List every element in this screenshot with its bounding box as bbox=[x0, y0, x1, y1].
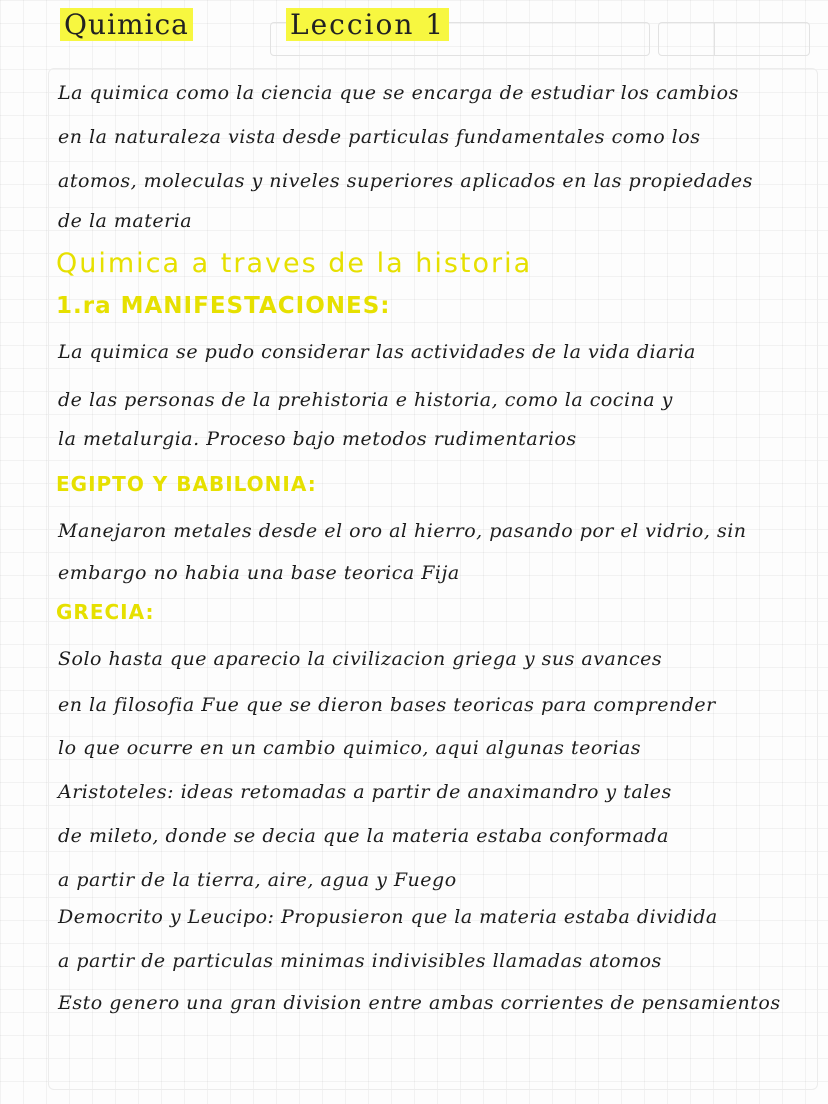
egipto-line: embargo no habia una base teorica Fija bbox=[58, 562, 460, 584]
section-heading: Quimica a traves de la historia bbox=[56, 248, 533, 279]
subject-label: Quimica bbox=[60, 8, 193, 41]
grecia-heading: GRECIA: bbox=[56, 600, 155, 624]
grecia-line: Esto genero una gran division entre ambas corrientes de pensamientos bbox=[58, 992, 781, 1014]
egipto-line: Manejaron metales desde el oro al hierro, pasando por el vidrio, sin bbox=[58, 520, 747, 542]
date-field bbox=[658, 22, 810, 56]
manifestaciones-line: de las personas de la prehistoria e historia, como la cocina y bbox=[58, 389, 673, 411]
manifestaciones-line: la metalurgia. Proceso bajo metodos rudimentarios bbox=[58, 428, 577, 450]
egipto-heading: EGIPTO Y BABILONIA: bbox=[56, 472, 317, 496]
grecia-line: Democrito y Leucipo: Propusieron que la materia estaba dividida bbox=[58, 906, 718, 928]
subject-title bbox=[60, 8, 193, 41]
grecia-line: a partir de particulas minimas indivisibles llamadas atomos bbox=[58, 950, 662, 972]
intro-line: de la materia bbox=[58, 210, 193, 232]
grecia-line: lo que ocurre en un cambio quimico, aqui algunas teorias bbox=[58, 737, 642, 759]
manifestaciones-line: La quimica se pudo considerar las actividades de la vida diaria bbox=[58, 341, 696, 363]
grecia-line: Aristoteles: ideas retomadas a partir de anaximandro y tales bbox=[58, 781, 672, 803]
intro-line: atomos, moleculas y niveles superiores aplicados en las propiedades bbox=[58, 170, 753, 192]
grecia-line: Solo hasta que aparecio la civilizacion griega y sus avances bbox=[58, 648, 663, 670]
grecia-line: a partir de la tierra, aire, agua y Fuego bbox=[58, 869, 457, 891]
lesson-title: Leccion 1 bbox=[286, 8, 449, 41]
intro-line: La quimica como la ciencia que se encarga de estudiar los cambios bbox=[58, 82, 739, 104]
manifestaciones-heading: 1.ra MANIFESTACIONES: bbox=[56, 293, 391, 319]
intro-line: en la naturaleza vista desde particulas fundamentales como los bbox=[58, 126, 701, 148]
grecia-line: en la filosofia Fue que se dieron bases teoricas para comprender bbox=[58, 694, 716, 716]
grecia-line: de mileto, donde se decia que la materia estaba conformada bbox=[58, 825, 669, 847]
